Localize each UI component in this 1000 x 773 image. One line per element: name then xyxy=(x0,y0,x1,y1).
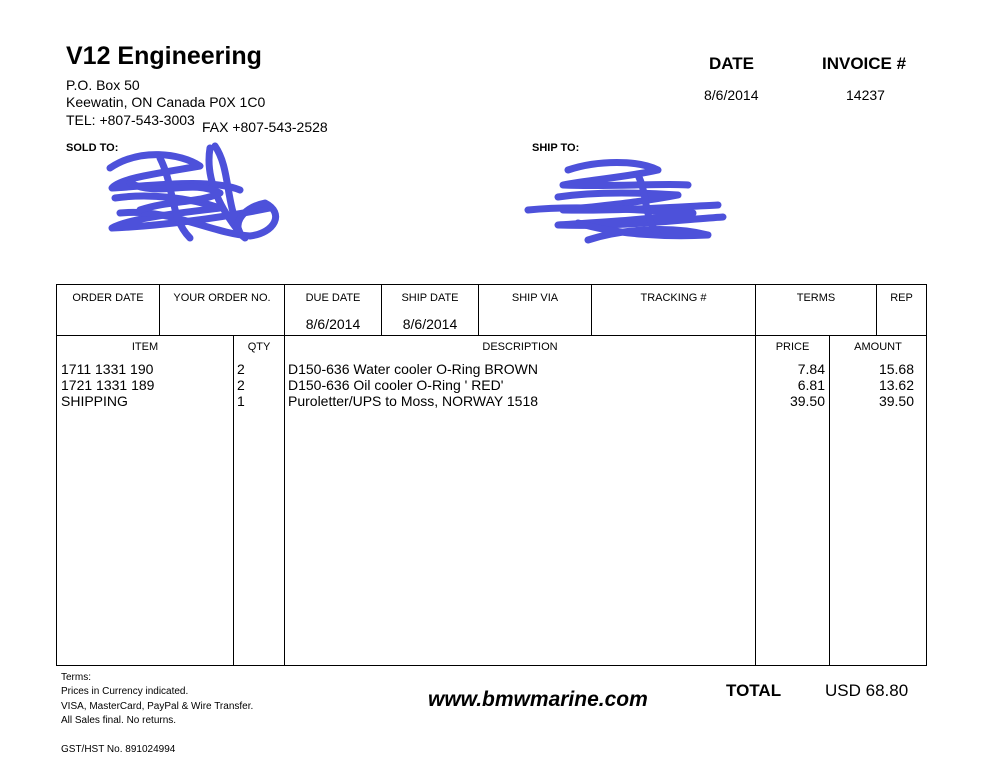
company-address-line2: Keewatin, ON Canada P0X 1C0 xyxy=(66,94,266,110)
company-tel: TEL: +807-543-3003 xyxy=(66,112,195,128)
tracking-header: TRACKING # xyxy=(640,292,707,304)
item-code: 1711 1331 190 xyxy=(61,361,154,377)
item-description: Puroletter/UPS to Moss, NORWAY 1518 xyxy=(288,393,539,409)
terms-heading: Terms: xyxy=(61,672,91,683)
item-code: SHIPPING xyxy=(61,393,128,409)
website-url: www.bmwmarine.com xyxy=(428,688,648,711)
qty-column-header: QTY xyxy=(247,341,271,353)
order-table-bottom-border xyxy=(56,335,927,336)
invoice-label: INVOICE # xyxy=(822,54,907,73)
amount-column-header: AMOUNT xyxy=(854,341,902,353)
your-order-no-header: YOUR ORDER NO. xyxy=(173,292,271,304)
price-column-header: PRICE xyxy=(775,341,810,353)
company-name: V12 Engineering xyxy=(66,42,262,70)
items-col-divider xyxy=(284,335,285,666)
ship-to-label: SHIP TO: xyxy=(532,142,580,154)
ship-to-redaction-scribble xyxy=(518,155,733,250)
item-price: 7.84 xyxy=(797,361,825,377)
company-address-line1: P.O. Box 50 xyxy=(66,77,140,93)
table-right-border xyxy=(926,284,927,666)
item-amount: 15.68 xyxy=(878,361,914,377)
item-description: D150-636 Oil cooler O-Ring ' RED' xyxy=(288,377,504,393)
terms-line: Prices in Currency indicated. xyxy=(61,686,189,697)
total-amount: USD 68.80 xyxy=(825,681,909,700)
invoice-number: 14237 xyxy=(846,87,885,103)
terms-header: TERMS xyxy=(796,292,836,304)
sold-to-label: SOLD TO: xyxy=(66,142,119,154)
items-table-bottom-border xyxy=(56,665,927,666)
gst-number: GST/HST No. 891024994 xyxy=(61,744,176,755)
date-value: 8/6/2014 xyxy=(704,87,759,103)
item-column-header: ITEM xyxy=(131,341,159,353)
ship-date-value: 8/6/2014 xyxy=(402,316,458,332)
item-price: 6.81 xyxy=(797,377,825,393)
item-price: 39.50 xyxy=(789,393,825,409)
item-qty: 2 xyxy=(237,361,245,377)
description-column-header: DESCRIPTION xyxy=(482,341,558,353)
company-fax: FAX +807-543-2528 xyxy=(202,119,328,135)
order-date-header: ORDER DATE xyxy=(72,292,144,304)
items-col-divider xyxy=(233,335,234,666)
item-amount: 13.62 xyxy=(878,377,914,393)
due-date-value: 8/6/2014 xyxy=(305,316,361,332)
ship-date-header: SHIP DATE xyxy=(401,292,459,304)
item-code: 1721 1331 189 xyxy=(61,377,155,393)
sold-to-redaction-scribble xyxy=(100,138,300,248)
terms-line: All Sales final. No returns. xyxy=(61,715,177,726)
item-description: D150-636 Water cooler O-Ring BROWN xyxy=(288,361,539,377)
item-amount: 39.50 xyxy=(878,393,914,409)
ship-via-header: SHIP VIA xyxy=(511,292,559,304)
due-date-header: DUE DATE xyxy=(305,292,361,304)
order-table-top-border xyxy=(56,284,927,285)
rep-header: REP xyxy=(890,292,913,304)
total-label: TOTAL xyxy=(726,681,782,700)
item-qty: 2 xyxy=(237,377,245,393)
terms-line: VISA, MasterCard, PayPal & Wire Transfer. xyxy=(61,701,254,712)
item-qty: 1 xyxy=(237,393,245,409)
date-label: DATE xyxy=(709,54,755,73)
